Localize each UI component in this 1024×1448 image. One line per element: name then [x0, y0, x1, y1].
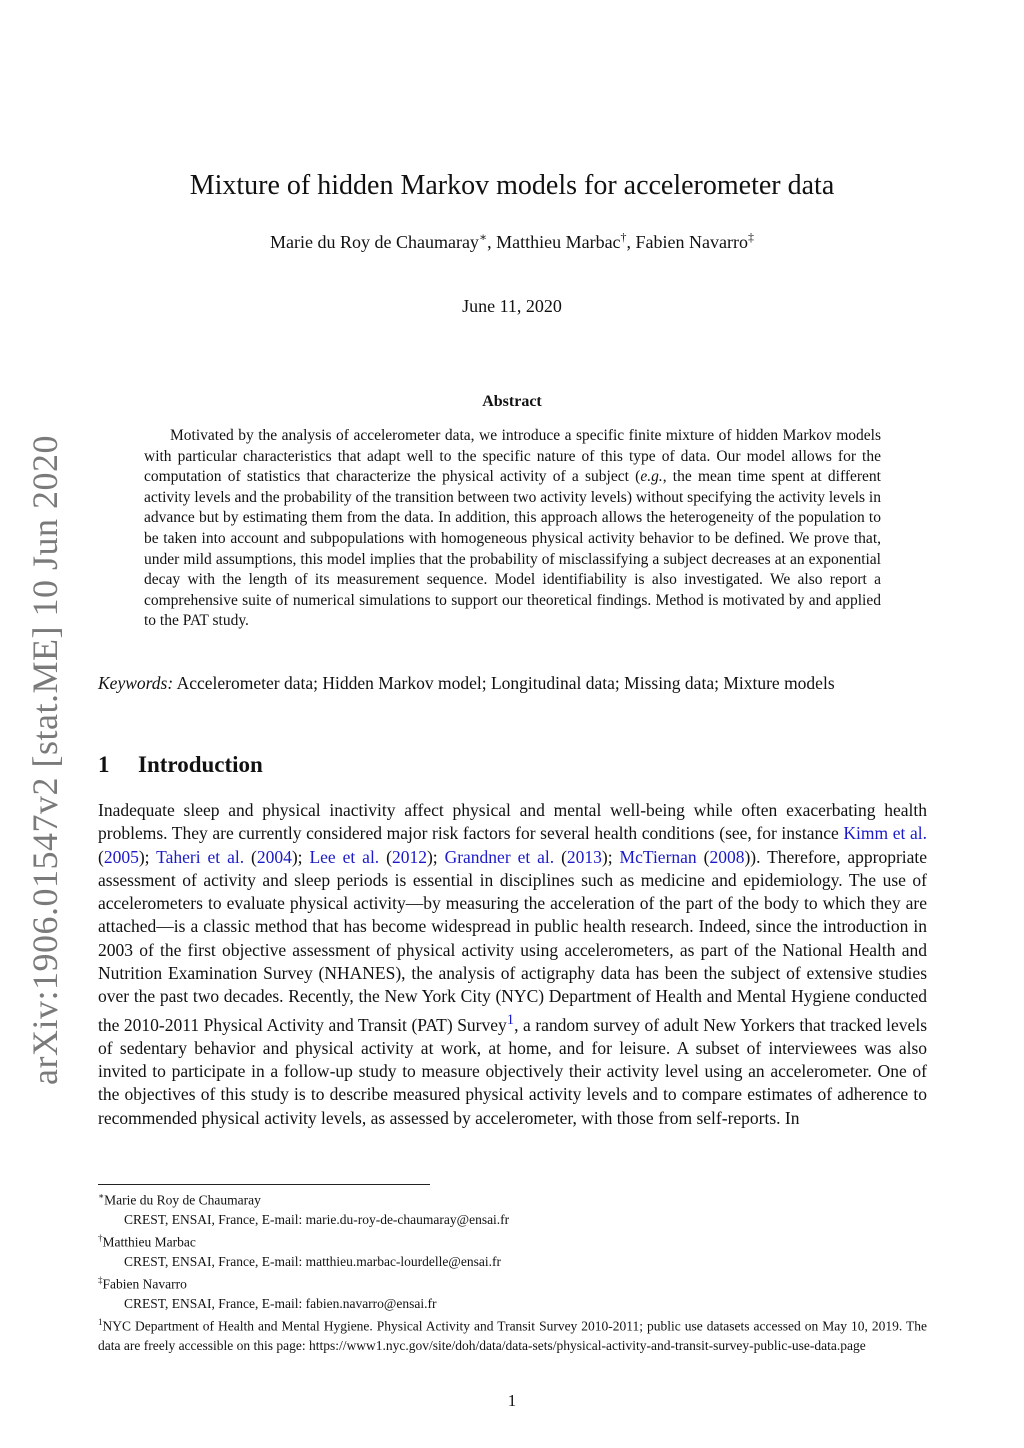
footnote-affiliation: CREST, ENSAI, France, E-mail: matthieu.marbac-lourdelle@ensai.fr — [124, 1253, 501, 1269]
punctuation: ( — [379, 846, 392, 867]
arxiv-sidebar — [24, 435, 66, 1085]
author-list — [0, 230, 1024, 253]
author-name: Matthieu Marbac — [496, 232, 621, 252]
page-number: 1 — [507, 1391, 517, 1410]
punctuation: ); — [291, 846, 310, 867]
author-separator: , — [626, 232, 636, 252]
punctuation: ); — [138, 846, 157, 867]
citation-link[interactable]: Taheri et al. — [156, 846, 245, 867]
punctuation: ( — [554, 846, 567, 867]
keywords-label: Keywords: — [98, 673, 174, 693]
introduction-paragraph — [98, 799, 927, 1130]
footnote-mark: ‡ — [98, 1275, 103, 1286]
punctuation: ( — [696, 846, 710, 867]
author-separator: , — [487, 232, 497, 252]
footnote-data-source — [98, 1313, 927, 1355]
paper-date: June 11, 2020 — [462, 296, 562, 316]
author-name: Marie du Roy de Chaumaray — [269, 232, 479, 252]
footnote-affiliation: CREST, ENSAI, France, E-mail: marie.du-roy-de-chaumaray@ensai.fr — [124, 1211, 510, 1227]
citation-year-link[interactable]: 2012 — [391, 846, 427, 867]
citation-link[interactable]: McTiernan — [619, 846, 697, 867]
punctuation: ( — [244, 846, 257, 867]
punctuation: ); — [601, 846, 620, 867]
abstract-emphasis: e.g. — [640, 468, 663, 486]
citation-link[interactable]: Grandner et al. — [444, 846, 555, 867]
author-name: Fabien Navarro — [635, 232, 749, 252]
footnote-name: Marie du Roy de Chaumaray — [104, 1192, 261, 1208]
citation-year-link[interactable]: 2005 — [103, 846, 139, 867]
abstract-text: , the mean time spent at different activity levels and the probability of the transition between two activity levels) without specifying the activity levels in advance but by estimating them from the data. In addition, this approach allows the heterogeneity of the population to be taken into account and subpopulations with homogeneous physical activity behavior to be defined. We prove that, under mild assumptions, this model implies that the probability of misclassifying a subject decreases at an exponential decay with the length of its measurement sequence. Model identifiability is also investigated. We also report a comprehensive suite of numerical simulations to support our theoretical findings. Method is motivated by and applied to the PAT study. — [144, 468, 881, 630]
citation-link[interactable]: Lee et al. — [309, 846, 380, 867]
section-title: Introduction — [138, 752, 263, 777]
citation-year-link[interactable]: 2008 — [709, 846, 745, 867]
section-number: 1 — [98, 752, 110, 777]
keywords-block — [98, 672, 927, 695]
author-mark[interactable]: † — [620, 230, 627, 244]
citation-link[interactable]: Kimm et al. — [843, 823, 928, 844]
punctuation: ); — [426, 846, 445, 867]
footnote-mark: † — [98, 1233, 103, 1244]
abstract-paragraph — [144, 426, 881, 632]
body-text: )). Therefore, appropriate assessment of activity and sleep periods is essential in disciplines such as medicine and epidemiology. The use of accelerometers to evaluate physical activity—by measuring the acceleration of the part of the body to which they are attached—is a classic method that has become widespread in public health research. Indeed, since the introduction in 2003 of the first objective assessment of physical activity using accelerometers, as part of the National Health and Nutrition Examination Survey (NHANES), the analysis of actigraphy data has been the subject of extensive studies over the past two decades. Recently, the New York City (NYC) Department of Health and Mental Hygiene conducted the 2010-2011 Physical Activity and Transit (PAT) Survey — [98, 846, 928, 1035]
footnote-ref-link[interactable]: 1 — [506, 1011, 515, 1028]
section-heading — [98, 752, 263, 778]
footnote-author — [98, 1229, 927, 1252]
footnote-affiliation: CREST, ENSAI, France, E-mail: fabien.navarro@ensai.fr — [124, 1295, 437, 1311]
footnote-author — [98, 1187, 927, 1210]
arxiv-identifier: arXiv:1906.01547v2 [stat.ME] 10 Jun 2020 — [25, 435, 65, 1085]
citation-year-link[interactable]: 2004 — [256, 846, 292, 867]
keywords-text: Accelerometer data; Hidden Markov model; Longitudinal data; Missing data; Mixture models — [173, 673, 835, 693]
footnote-rule — [98, 1184, 430, 1185]
footnote-text: NYC Department of Health and Mental Hygiene. Physical Activity and Transit Survey 2010-2011; public use datasets accessed on May 10, 2019. The data are freely accessible on this page: https://www1.nyc.gov/site/doh/data/data-sets/physical-activity-and-transit-survey-public-use-data.page — [98, 1318, 927, 1354]
abstract-heading: Abstract — [482, 393, 542, 410]
footnote-name: Matthieu Marbac — [102, 1234, 196, 1250]
body-text: , a random survey of adult New Yorkers that tracked levels of sedentary behavior and physical activity at work, at home, and for leisure. A subset of interviewees was also invited to participate in a follow-up study to measure objectively their activity level using an accelerometer. One of the objectives of this study is to describe measured physical activity levels and to compare estimates of adherence to recommended physical activity levels, as assessed by accelerometer, with those from self-reports. In — [98, 1014, 928, 1128]
abstract-text: Motivated by the analysis of accelerometer data, we introduce a specific finite mixture of hidden Markov models with particular characteristics that adapt well to the specific nature of this type of data. Our model allows for the computation of statistics that characterize the physical activity of a subject ( — [144, 427, 881, 486]
author-mark[interactable]: ‡ — [748, 230, 755, 244]
punctuation: ( — [98, 846, 104, 867]
paper-title: Mixture of hidden Markov models for accelerometer data — [189, 170, 835, 201]
footnote-mark: ∗ — [98, 1191, 105, 1201]
footnotes — [98, 1187, 927, 1355]
footnote-name: Fabien Navarro — [102, 1276, 187, 1292]
body-text: Inadequate sleep and physical inactivity affect physical and mental well-being while often exacerbating health problems. They are currently considered major risk factors for several health conditions (see, for instance — [98, 800, 927, 844]
footnote-author — [98, 1271, 927, 1294]
citation-year-link[interactable]: 2013 — [566, 846, 602, 867]
footnote-mark: 1 — [98, 1317, 103, 1328]
author-mark[interactable]: ∗ — [478, 230, 488, 244]
